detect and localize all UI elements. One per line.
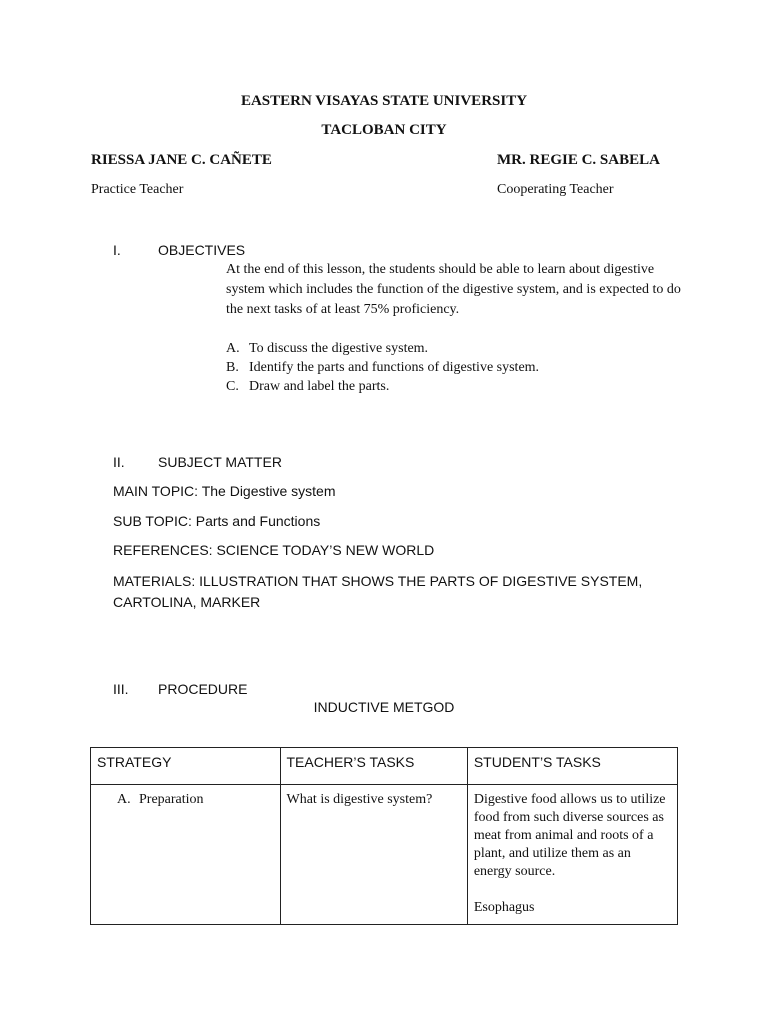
city-name: TACLOBAN CITY <box>321 122 447 138</box>
main-topic: MAIN TOPIC: The Digestive system <box>113 483 336 499</box>
references: REFERENCES: SCIENCE TODAY’S NEW WORLD <box>113 542 435 558</box>
objectives-list <box>226 339 539 396</box>
strategy-text: Preparation <box>139 792 204 807</box>
objectives-heading: OBJECTIVES <box>158 242 246 258</box>
student-task-text: Digestive food allows us to utilize food from such diverse sources as meat from animal and roots of a plant, and utilize them as an energy source. <box>473 792 666 879</box>
objective-letter: C. <box>226 379 239 394</box>
procedure-number: III. <box>113 681 129 697</box>
strategy-cell <box>91 785 281 925</box>
student-task-cell <box>467 785 677 925</box>
materials: MATERIALS: ILLUSTRATION THAT SHOWS THE PARTS OF DIGESTIVE SYSTEM, CARTOLINA, MARKER <box>113 573 643 610</box>
objective-text: Draw and label the parts. <box>249 379 390 394</box>
objective-item <box>226 358 539 377</box>
objective-letter: A. <box>226 341 240 356</box>
subject-matter-heading: SUBJECT MATTER <box>158 454 282 470</box>
objectives-intro: At the end of this lesson, the students should be able to learn about digestive system which includes the function of the digestive system, and is expected to do the next tasks of at least 75% proficiency. <box>226 262 681 317</box>
objective-letter: B. <box>226 360 239 375</box>
practice-teacher-name: RIESSA JANE C. CAÑETE <box>91 152 272 168</box>
sub-topic: SUB TOPIC: Parts and Functions <box>113 513 321 529</box>
cooperating-teacher-name: MR. REGIE C. SABELA <box>497 152 660 168</box>
column-header-teacher-tasks: TEACHER’S TASKS <box>280 748 467 785</box>
subject-matter-number: II. <box>113 454 125 470</box>
student-task-extra: Esophagus <box>473 900 535 915</box>
column-header-student-tasks: STUDENT’S TASKS <box>467 748 677 785</box>
objectives-number: I. <box>113 242 121 258</box>
teacher-task-text: What is digestive system? <box>286 792 433 807</box>
table-header-row <box>91 748 678 785</box>
practice-teacher-role: Practice Teacher <box>91 182 184 197</box>
objective-item <box>226 377 539 396</box>
column-header-strategy: STRATEGY <box>91 748 281 785</box>
cooperating-teacher-role: Cooperating Teacher <box>497 182 614 197</box>
strategy-letter: A. <box>117 792 131 807</box>
objective-item <box>226 339 539 358</box>
teacher-task-cell <box>280 785 467 925</box>
procedure-heading: PROCEDURE <box>158 681 248 697</box>
university-name: EASTERN VISAYAS STATE UNIVERSITY <box>240 93 528 109</box>
objective-text: Identify the parts and functions of digestive system. <box>249 360 540 375</box>
procedure-table <box>90 747 678 925</box>
objective-text: To discuss the digestive system. <box>249 341 429 356</box>
procedure-method: INDUCTIVE METGOD <box>313 699 455 715</box>
table-row <box>91 785 678 925</box>
